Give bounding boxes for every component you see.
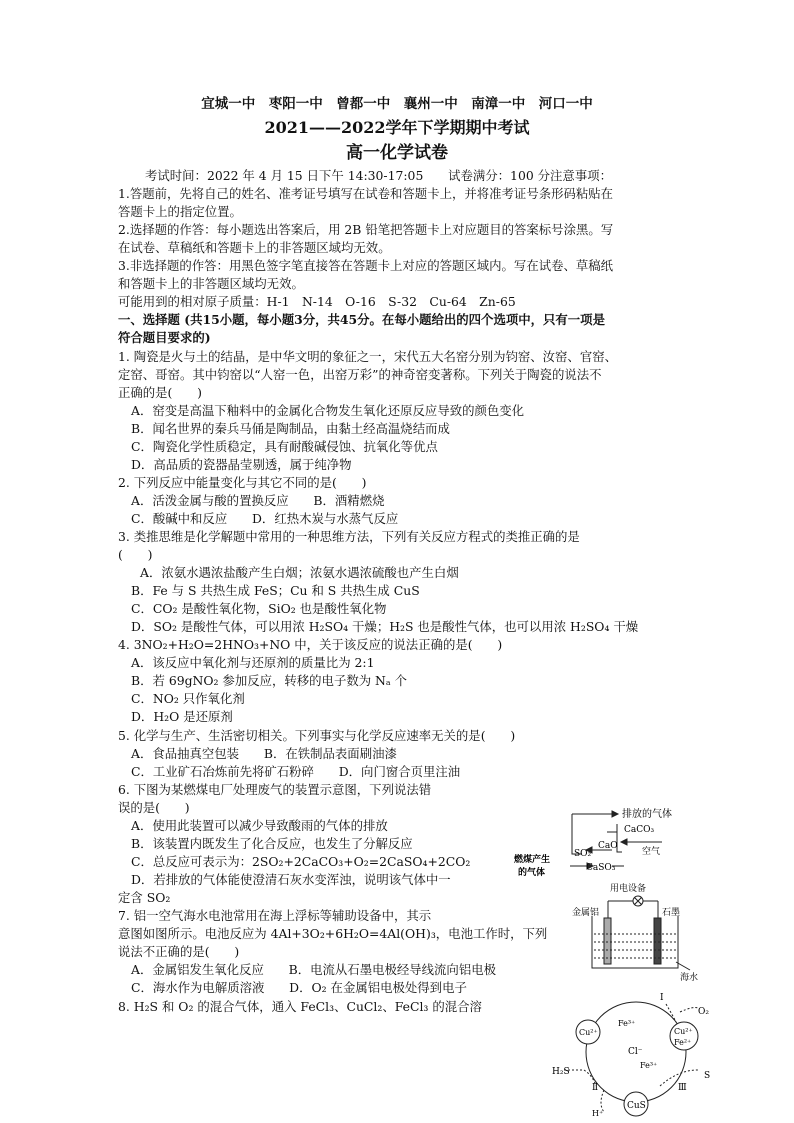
fig8-cu2-label: Cu²⁺ — [579, 1028, 598, 1037]
fig8-cl-label: Cl⁻ — [628, 1047, 643, 1057]
fig8-step-label: I — [660, 993, 664, 1003]
fig8-cu2-label: Cu²⁺ — [674, 1027, 693, 1036]
note-line: 3.非选择题的作答：用黑色签字笔直接答在答题卡上对应的答题区域内。写在试卷、草稿纸 — [118, 258, 614, 273]
fig6-so2-label: SO₂ — [574, 849, 592, 859]
atomic-mass-line: 可能用到的相对原子质量：H-1 N-14 O-16 S-32 Cu-64 Zn-65 — [118, 294, 516, 309]
fig6-exhaust-label: 排放的气体 — [622, 809, 672, 820]
option: D．若排放的气体能使澄清石灰水变浑浊，说明该气体中一 — [131, 872, 451, 887]
option: D．SO₂ 是酸性气体，可以用浓 H₂SO₄ 干燥；H₂S 也是酸性气体，也可以用浓 H₂SO₄ 干燥 — [131, 619, 639, 634]
fig8-h2s-label: H₂S — [552, 1067, 570, 1077]
note-line: 答题卡上的指定位置。 — [118, 204, 242, 219]
fig6-air-label: 空气 — [642, 847, 661, 857]
fig6-caco3-label: CaCO₃ — [624, 825, 655, 835]
note-line: 2.选择题的作答：每小题选出答案后，用 2B 铅笔把答题卡上对应题目的答案标号涂黑。写 — [118, 222, 614, 237]
fig6-flue-label: 的气体 — [518, 868, 546, 878]
fig8-fe3-label: Fe³⁺ — [618, 1019, 636, 1028]
question-3: 3. 类推思维是化学解题中常用的一种思维方法，下列有关反应方程式的类推正确的是 — [118, 529, 580, 544]
question-6: 误的是( ) — [118, 800, 190, 815]
fig7-al-label: 金属铝 — [572, 908, 600, 918]
exam-title: 2021——2022学年下学期期中考试 — [264, 118, 530, 137]
fig7-device-label: 用电设备 — [610, 884, 647, 894]
fig8-cus-label: CuS — [627, 1101, 646, 1111]
option: A．金属铝发生氧化反应 B．电流从石墨电极经导线流向铝电极 — [131, 962, 496, 977]
option: C．工业矿石冶炼前先将矿石粉碎 D．向门窗合页里注油 — [131, 764, 461, 779]
question-3: ( ) — [118, 547, 153, 562]
h2s-cycle-figure — [548, 986, 718, 1120]
flue-gas-device-figure — [512, 802, 698, 882]
fig8-h-label: H⁺ — [592, 1109, 604, 1118]
option: D．高品质的瓷器晶莹剔透，属于纯净物 — [131, 457, 352, 472]
option: C．NO₂ 只作氧化剂 — [131, 691, 245, 706]
option: 定含 SO₂ — [118, 890, 171, 905]
question-7: 说法不正确的是( ) — [118, 944, 240, 959]
fig8-s-label: S — [704, 1071, 711, 1081]
question-6: 6. 下图为某燃煤电厂处理废气的装置示意图，下列说法错 — [118, 782, 432, 797]
question-8: 8. H₂S 和 O₂ 的混合气体，通入 FeCl₃、CuCl₂、FeCl₃ 的混合溶 — [118, 999, 482, 1014]
option: A．窑变是高温下釉料中的金属化合物发生氧化还原反应导致的颜色变化 — [131, 403, 525, 418]
option: C．总反应可表示为：2SO₂+2CaCO₃+O₂=2CaSO₄+2CO₂ — [131, 854, 471, 869]
option: A．食品抽真空包装 B．在铁制品表面刷油漆 — [131, 746, 397, 761]
option: A．浓氨水遇浓盐酸产生白烟；浓氨水遇浓硫酸也产生白烟 — [140, 565, 459, 580]
option: A．活泼金属与酸的置换反应 B．酒精燃烧 — [131, 493, 385, 508]
option: B．若 69gNO₂ 参加反应，转移的电子数为 Nₐ 个 — [131, 673, 408, 688]
school-list: 宜城一中 枣阳一中 曾都一中 襄州一中 南漳一中 河口一中 — [201, 96, 593, 112]
fig8-step-label: Ⅲ — [678, 1083, 687, 1093]
fig6-flue-label: 燃煤产生 — [514, 855, 551, 865]
note-line: 和答题卡上的非答题区域均无效。 — [118, 276, 304, 291]
question-4: 4. 3NO₂+H₂O=2HNO₃+NO 中，关于该反应的说法正确的是( ) — [118, 637, 503, 652]
fig8-o2-label: O₂ — [698, 1007, 709, 1017]
option: D．H₂O 是还原剂 — [131, 709, 233, 724]
option: C．陶瓷化学性质稳定，具有耐酸碱侵蚀、抗氧化等优点 — [131, 439, 438, 454]
fig6-cao-label: CaO — [598, 841, 618, 851]
fig8-step-label: Ⅱ — [592, 1083, 599, 1093]
question-5: 5. 化学与生产、生活密切相关。下列事实与化学反应速率无关的是( ) — [118, 728, 516, 743]
al-air-battery-figure — [570, 880, 706, 984]
option: B．闻名世界的秦兵马俑是陶制品，由黏土经高温烧结而成 — [131, 421, 450, 436]
question-1: 正确的是( ) — [118, 385, 203, 400]
question-7: 意图如图所示。电池反应为 4Al+3O₂+6H₂O=4Al(OH)₃，电池工作时，下列 — [118, 926, 548, 941]
section-title: 符合题目要求的) — [118, 330, 211, 345]
question-1: 定窑、哥窑。其中钧窑以“人窑一色，出窑万彩”的神奇窑变著称。下列关于陶瓷的说法不 — [118, 367, 602, 382]
fig8-fe2-label: Fe²⁺ — [674, 1038, 692, 1047]
option: B．该装置内既发生了化合反应，也发生了分解反应 — [131, 836, 413, 851]
section-title: 一、选择题 (共15小题，每小题3分，共45分。在每小题给出的四个选项中，只有一项是 — [118, 312, 605, 327]
fig7-seawater-label: 海水 — [680, 973, 699, 983]
fig7-graphite-label: 石墨 — [662, 908, 681, 918]
fig6-caso3-label: CaSO₃ — [586, 863, 616, 873]
subject-title: 高一化学试卷 — [346, 143, 448, 163]
fig8-fe3-label: Fe³⁺ — [640, 1061, 658, 1070]
question-1: 1. 陶瓷是火与土的结晶，是中华文明的象征之一，宋代五大名窑分别为钧窑、汝窑、官窑、 — [118, 349, 617, 364]
option: A．该反应中氧化剂与还原剂的质量比为 2:1 — [131, 655, 375, 670]
question-2: 2. 下列反应中能量变化与其它不同的是( ) — [118, 475, 367, 490]
question-7: 7. 铝一空气海水电池常用在海上浮标等辅助设备中，其示 — [118, 908, 432, 923]
option: C．海水作为电解质溶液 D．O₂ 在金属铝电极处得到电子 — [131, 980, 467, 995]
option: C．CO₂ 是酸性氧化物，SiO₂ 也是酸性氧化物 — [131, 601, 387, 616]
note-line: 在试卷、草稿纸和答题卡上的非答题区域均无效。 — [118, 240, 391, 255]
note-line: 1.答题前，先将自己的姓名、准考证号填写在试卷和答题卡上，并将准考证号条形码粘贴在 — [118, 186, 614, 201]
option: A．使用此装置可以减少导致酸雨的气体的排放 — [131, 818, 388, 833]
option: B．Fe 与 S 共热生成 FeS；Cu 和 S 共热生成 CuS — [131, 583, 420, 598]
exam-info: 考试时间：2022 年 4 月 15 日下午 14:30-17:05 试卷满分：100 分注意事项： — [145, 168, 612, 183]
option: C．酸碱中和反应 D．红热木炭与水蒸气反应 — [131, 511, 399, 526]
